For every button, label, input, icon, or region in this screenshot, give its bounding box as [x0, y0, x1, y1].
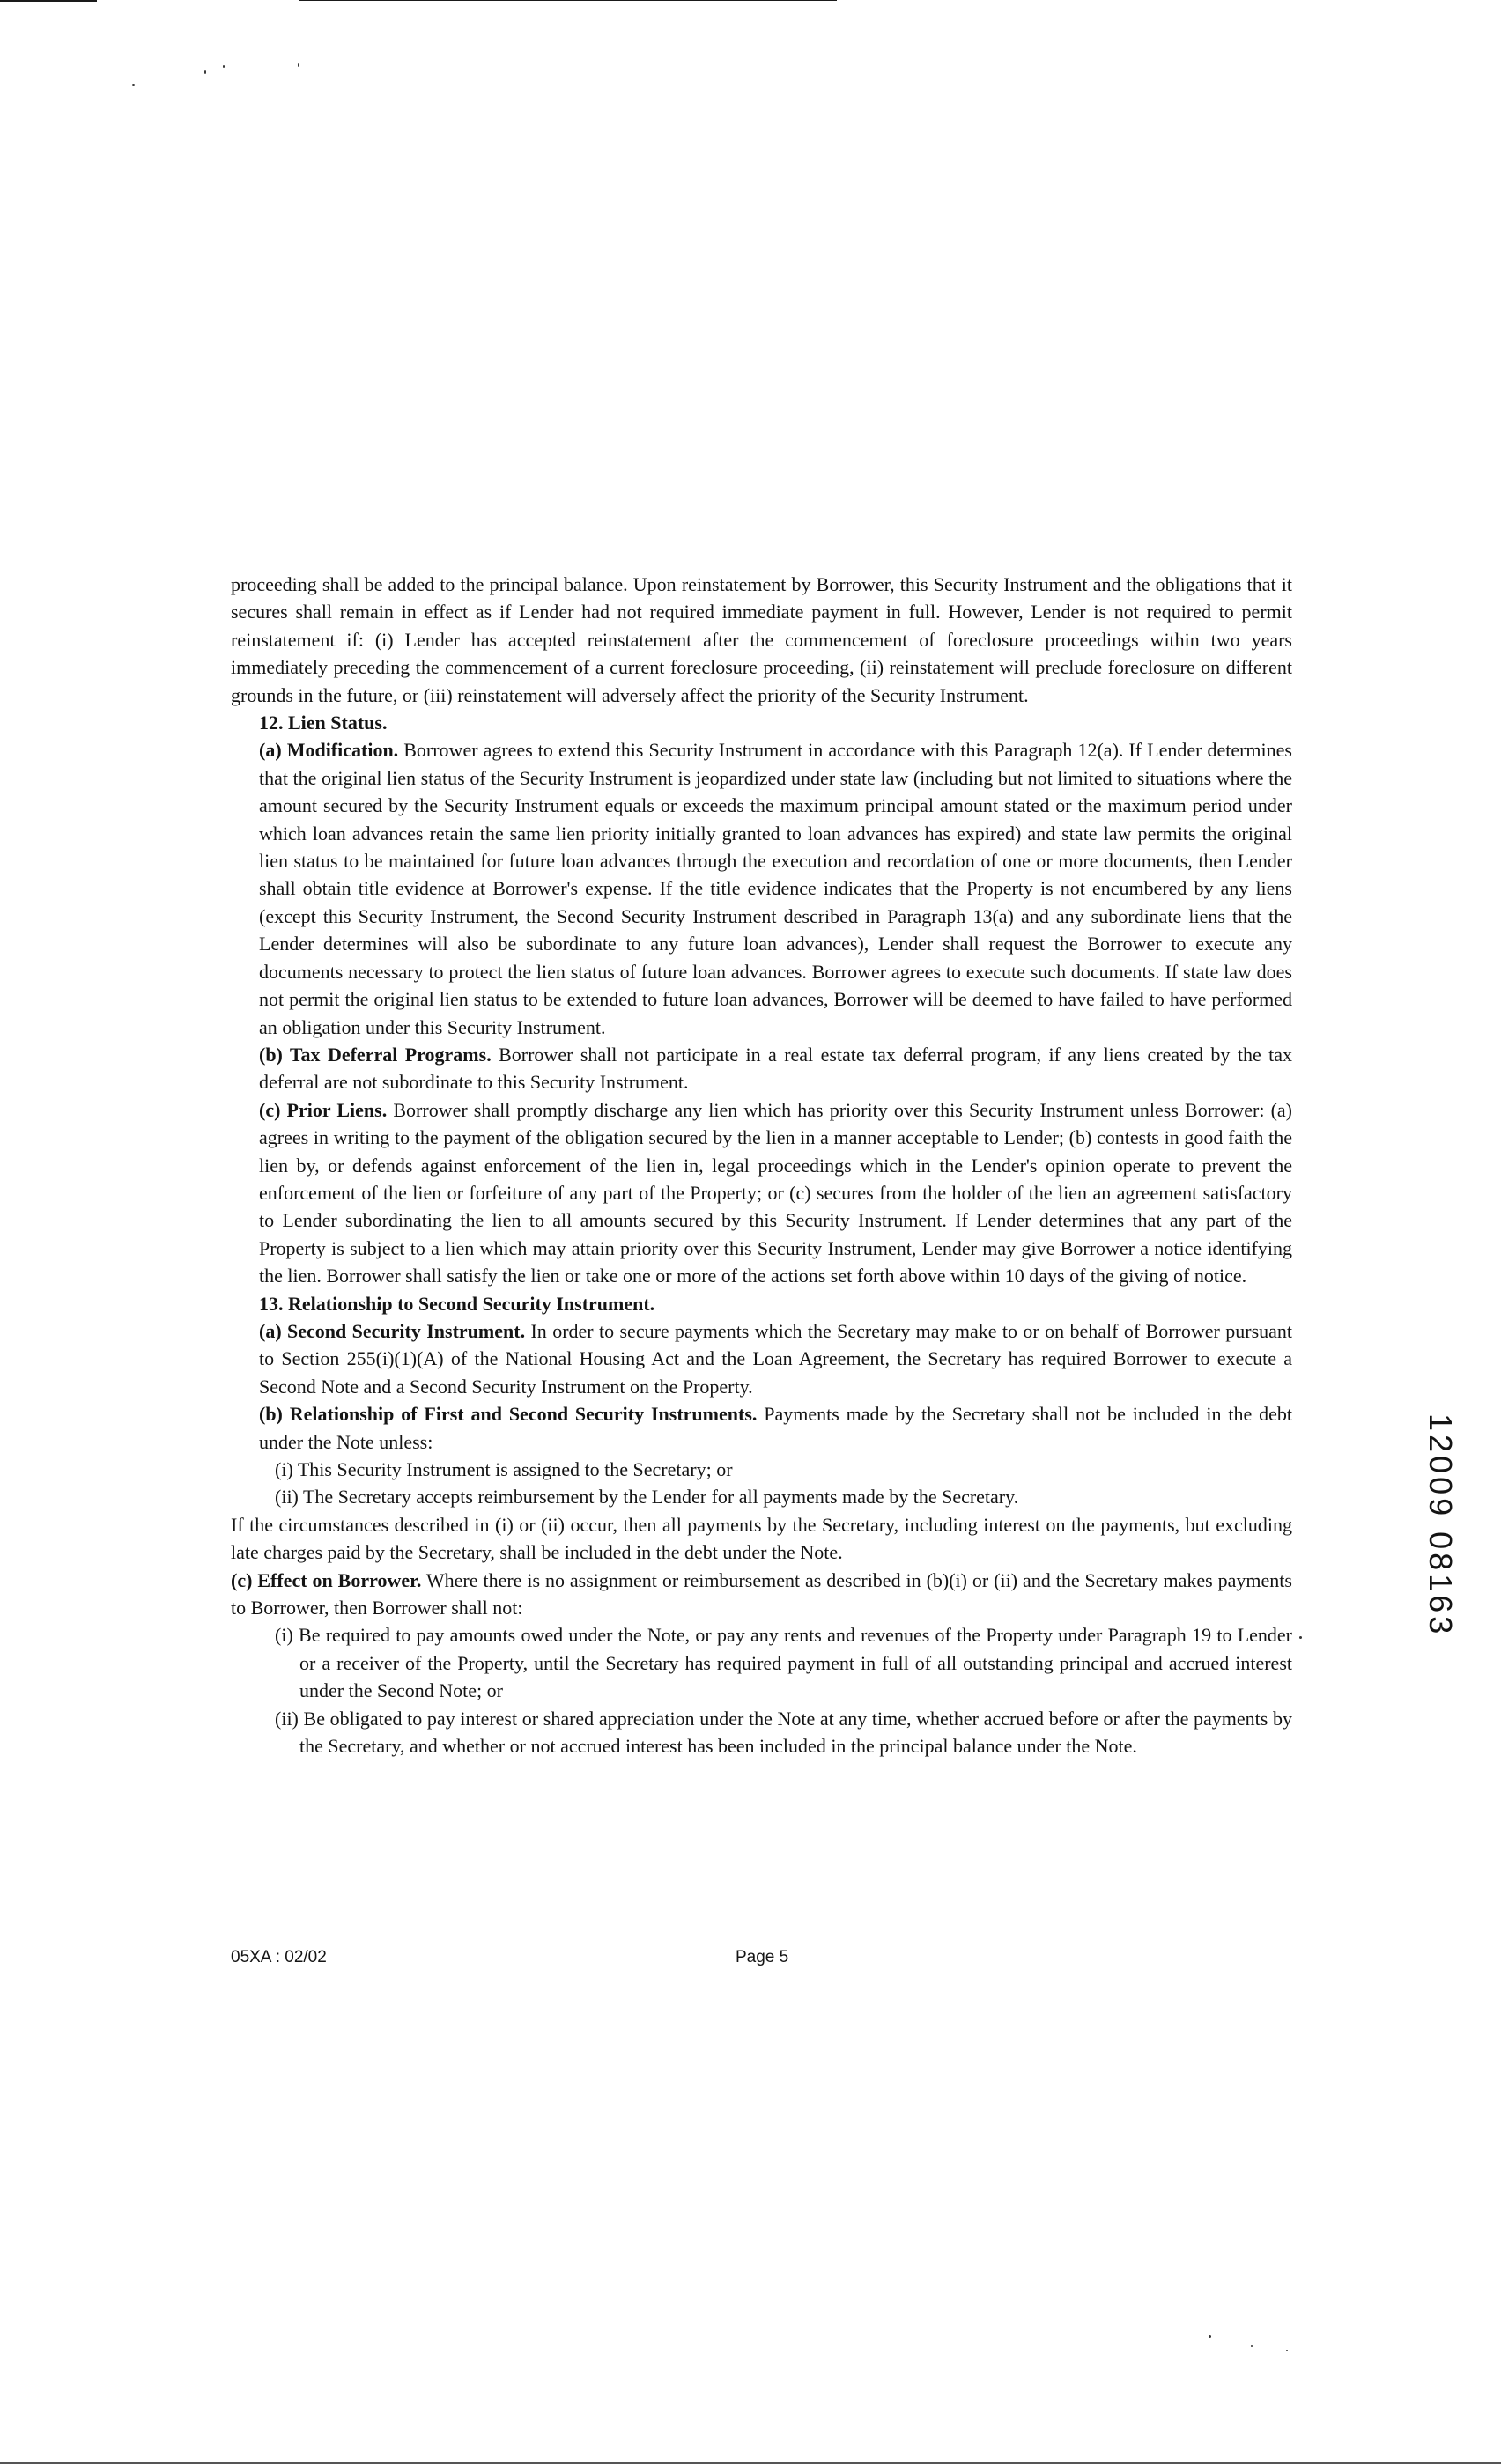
- section-12-heading: 12. Lien Status.: [259, 712, 388, 734]
- section-12c: [259, 1096, 1292, 1290]
- scan-top-rule: [0, 0, 97, 2]
- section-13a-text: In order to secure payments which the Secretary may make to or on behalf of Borrower pursuant to Section 255(i)(1)(A) of the National Housing Act and the Loan Agreement, the Secretary has required Borrower to execute a Second Note and a Second Security Instrument on the Property.: [259, 1319, 1293, 1398]
- recording-stamp: [1418, 1413, 1471, 1730]
- section-12b-label: (b) Tax Deferral Programs.: [259, 1043, 492, 1066]
- section-12a-text: Borrower agrees to extend this Security Instrument in accordance with this Paragraph 12(a). If Lender determines that the original lien status of the Security Instrument is jeopardized under state law (including but not limited to situations where the amount secured by the Security Instrument equals or exceeds the maximum principal amount stated or the maximum period under which loan advances retain the same lien priority initially granted to loan advances has expired) and state law permits the original lien status to be maintained for future loan advances through the execution and recordation of one or more documents, then Lender shall obtain title evidence at Borrower's expense. If the title evidence indicates that the Property is not encumbered by any liens (except this Security Instrument, the Second Security Instrument described in Paragraph 13(a) and any subordinate liens that the Lender determines will also be subordinate to any future loan advances), Lender shall request the Borrower to execute any documents necessary to protect the lien status of future loan advances. Borrower agrees to execute such documents. If state law does not permit the original lien status to be extended to future loan advances, Borrower will be deemed to have failed to have performed an obligation under this Security Instrument.: [259, 739, 1292, 1038]
- section-13c: [231, 1567, 1292, 1622]
- section-13c-text: Where there is no assignment or reimbursement as described in (b)(i) or (ii) and the Secretary makes payments to Borrower, then Borrower shall not:: [231, 1568, 1292, 1619]
- section-12c-label: (c) Prior Liens.: [259, 1098, 388, 1121]
- section-13a-label: (a) Second Security Instrument.: [259, 1319, 526, 1342]
- section-13b-label: (b) Relationship of First and Second Security Instruments.: [259, 1403, 758, 1426]
- section-13c-item-i: (i) Be required to pay amounts owed under the Note, or pay any rents and revenues of the Property under Paragraph 19 to Lender or a receiver of the Property, until the Secretary has required payment in full of all outstanding principal and accrued interest under the Second Note; or: [275, 1624, 1292, 1702]
- section-12b-text: Borrower shall not participate in a real estate tax deferral program, if any liens created by the tax deferral are not subordinate to this Security Instrument.: [259, 1043, 1292, 1094]
- paragraph-11-continued: proceeding shall be added to the principal balance. Upon reinstatement by Borrower, this Security Instrument and the obligations that it secures shall remain in effect as if Lender had not required immediate payment in full. However, Lender is not required to permit reinstatement if: (i) Lender has accepted reinstatement after the commencement of foreclosure proceedings within two years immediately preceding the commencement of a current foreclosure proceeding, (ii) reinstatement will preclude foreclosure on different grounds in the future, or (iii) reinstatement will adversely affect the priority of the Security Instrument.: [231, 573, 1292, 706]
- scan-speck: [1286, 2350, 1288, 2351]
- document-body: [231, 571, 1292, 1759]
- section-13c-item-ii: (ii) Be obligated to pay interest or shared appreciation under the Note at any time, whether accrued before or after the payments by the Secretary, and whether or not accrued interest has been included in the principal balance under the Note.: [275, 1707, 1292, 1758]
- section-13b-text: Payments made by the Secretary shall not be included in the debt under the Note unless:: [259, 1403, 1292, 1453]
- section-12b: [259, 1041, 1292, 1096]
- section-12a: [259, 736, 1292, 1040]
- section-12c-text: Borrower shall promptly discharge any lien which has priority over this Security Instrument unless Borrower: (a) agrees in writing to the payment of the obligation secured by the lien in a manner acceptable to Lender; (b) contests in good faith the lien by, or defends against enforcement of the lien in, legal proceedings which in the Lender's opinion operate to prevent the enforcement of the lien or forfeiture of any part of the Property; or (c) secures from the holder of the lien an agreement satisfactory to Lender subordinating the lien to all amounts secured by this Security Instrument. If Lender determines that any part of the Property is subject to a lien which may attain priority over this Security Instrument, Lender may give Borrower a notice identifying the lien. Borrower shall satisfy the lien or take one or more of the actions set forth above within 10 days of the giving of notice.: [259, 1098, 1293, 1287]
- section-13a: [259, 1317, 1292, 1400]
- section-13b-after: If the circumstances described in (i) or (ii) occur, then all payments by the Secretary, including interest on the payments, but excluding late charges paid by the Secretary, shall be included in the debt under the Note.: [231, 1513, 1292, 1564]
- scan-speck: [204, 70, 206, 74]
- scan-speck: [223, 65, 225, 68]
- section-13b-item-ii: (ii) The Secretary accepts reimbursement by the Lender for all payments made by the Secretary.: [275, 1486, 1019, 1509]
- recording-stamp-text: 12009 08163: [1423, 1413, 1459, 1638]
- section-13-heading: 13. Relationship to Second Security Instrument.: [259, 1292, 655, 1315]
- section-13c-label: (c) Effect on Borrower.: [231, 1568, 422, 1591]
- section-13b: [259, 1400, 1292, 1456]
- scan-speck: [1209, 2335, 1211, 2338]
- scan-speck: [132, 84, 135, 86]
- scan-speck: [298, 63, 299, 67]
- page-number: Page 5: [736, 1948, 789, 1966]
- scan-top-rule: [299, 0, 837, 1]
- scan-speck: [1251, 2345, 1253, 2347]
- form-code: 05XA : 02/02: [231, 1948, 327, 1966]
- scan-speck: [1299, 1636, 1302, 1639]
- section-12a-label: (a) Modification.: [259, 739, 399, 762]
- section-13b-item-i: (i) This Security Instrument is assigned to the Secretary; or: [275, 1458, 733, 1480]
